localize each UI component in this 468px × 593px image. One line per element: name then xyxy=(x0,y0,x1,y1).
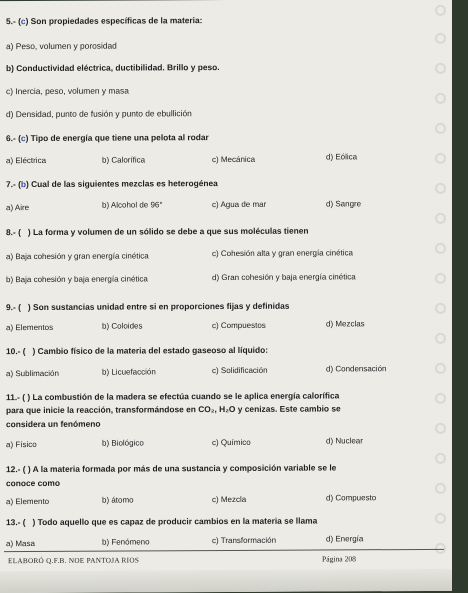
question-13 xyxy=(6,516,317,528)
option: c) Compuestos xyxy=(212,320,266,331)
question-11-line-3: considera un fenómeno xyxy=(6,418,101,430)
question-number: 8.- ( xyxy=(6,227,21,238)
option: a) Físico xyxy=(6,439,37,450)
binder-ring xyxy=(435,303,446,314)
question-number: 9.- ( xyxy=(6,302,21,313)
option: c) Mecánica xyxy=(212,154,256,165)
question-text: ) Todo aquello que es capaz de producir cambios en la materia se llama xyxy=(32,515,318,528)
question-number: 5.- ( xyxy=(6,16,21,27)
binder-ring xyxy=(435,483,446,494)
option: d) Gran cohesión y baja energía cinética xyxy=(212,272,356,283)
option: a) Elemento xyxy=(6,496,50,507)
question-9 xyxy=(6,301,289,312)
binder-ring xyxy=(435,153,446,164)
page-bottom-shadow xyxy=(0,569,452,593)
question-8 xyxy=(6,226,309,238)
option: b) Conductividad eléctrica, ductibilidad. Brillo y peso. xyxy=(6,62,220,74)
question-number: 7.- ( xyxy=(6,179,21,190)
option: b) Alcohol de 96° xyxy=(102,200,163,210)
question-11-line-2: para que inicie la reacción, transformándose en CO₂, H₂O y cenizas. Este cambio se xyxy=(6,403,341,416)
option: d) Energía xyxy=(326,534,364,544)
option: b) Licuefacción xyxy=(102,367,156,377)
option: a) Masa xyxy=(6,539,35,549)
option: a) Sublimación xyxy=(6,368,59,379)
question-text: ) Son sustancias unidad entre si en proporciones fijas y definidas xyxy=(27,300,290,313)
option: b) Biológico xyxy=(102,438,144,448)
question-text: ) Cual de las siguientes mezclas es heterogénea xyxy=(26,178,218,190)
option: d) Nuclear xyxy=(326,436,363,446)
option: b) Baja cohesión y baja energía cinética xyxy=(6,274,148,285)
question-7 xyxy=(6,178,218,189)
question-text: ) Cambio físico de la materia del estado gaseoso al líquido: xyxy=(32,344,269,357)
binder-ring xyxy=(435,393,446,404)
option: a) Elementos xyxy=(6,322,54,333)
binder-ring xyxy=(435,33,446,44)
binder-ring xyxy=(435,63,446,74)
option: d) Densidad, punto de fusión y punto de ebullición xyxy=(6,108,192,120)
question-12-line-2: conoce como xyxy=(6,477,60,489)
option: c) Solidificación xyxy=(212,365,268,376)
option: d) Sangre xyxy=(326,199,362,209)
option: a) Baja cohesión y gran energía cinética xyxy=(6,251,149,262)
binder-ring xyxy=(435,513,446,524)
option: b) Fenómeno xyxy=(102,537,150,547)
binder-ring xyxy=(435,363,446,374)
option: d) Mezclas xyxy=(326,319,365,329)
option: c) Mezcla xyxy=(212,494,247,505)
option: c) Químico xyxy=(212,437,251,448)
question-number: 6.- ( xyxy=(6,133,21,144)
option: c) Agua de mar xyxy=(212,199,267,210)
option: b) Coloides xyxy=(102,321,143,331)
question-number: 10.- ( xyxy=(6,346,26,357)
handwritten-answer: c xyxy=(20,133,26,144)
binder-ring xyxy=(435,5,446,16)
option: c) Transformación xyxy=(212,535,277,546)
option: a) Eléctrica xyxy=(6,155,47,166)
binder-ring xyxy=(435,123,446,134)
binder-ring xyxy=(435,183,446,194)
handwritten-answer: c xyxy=(20,16,26,27)
question-6 xyxy=(6,132,209,143)
question-10 xyxy=(6,345,268,356)
binder-ring xyxy=(435,453,446,464)
question-text: ) Tipo de energía que tiene una pelota al rodar xyxy=(25,132,209,144)
option: d) Compuesto xyxy=(326,493,377,503)
question-text: ) La forma y volumen de un sólido se debe a que sus moléculas tienen xyxy=(27,225,309,238)
question-12-line-1: 12.- ( ) A la materia formada por más de una sustancia y composición variable se le xyxy=(6,462,337,475)
option: a) Peso, volumen y porosidad xyxy=(6,40,117,52)
binder-ring xyxy=(435,93,446,104)
binder-ring xyxy=(435,423,446,434)
question-number: 13.- ( xyxy=(6,517,26,528)
handwritten-answer: b xyxy=(20,179,27,190)
question-11-line-1: 11.- ( ) La combustión de la madera se efectúa cuando se le aplica energía calorífica xyxy=(6,390,340,403)
binder-rings xyxy=(436,0,448,591)
binder-ring xyxy=(435,333,446,344)
option: d) Eólica xyxy=(326,152,358,162)
page-number: Página 208 xyxy=(322,554,356,564)
question-text: ) Son propiedades específicas de la materia: xyxy=(25,15,203,27)
footer-divider xyxy=(4,549,444,552)
binder-ring xyxy=(435,273,446,284)
option: b) átomo xyxy=(102,495,134,505)
binder-ring xyxy=(435,243,446,254)
option: d) Condensación xyxy=(326,364,387,374)
footer-author: ELABORÓ Q.F.B. NOE PANTOJA RIOS xyxy=(8,556,140,566)
question-5 xyxy=(6,15,202,26)
binder-ring xyxy=(435,213,446,224)
option: a) Aire xyxy=(6,203,30,213)
option: c) Cohesión alta y gran energía cinética xyxy=(212,248,353,259)
option: b) Calorífica xyxy=(102,155,146,165)
option: c) Inercia, peso, volumen y masa xyxy=(6,85,129,97)
